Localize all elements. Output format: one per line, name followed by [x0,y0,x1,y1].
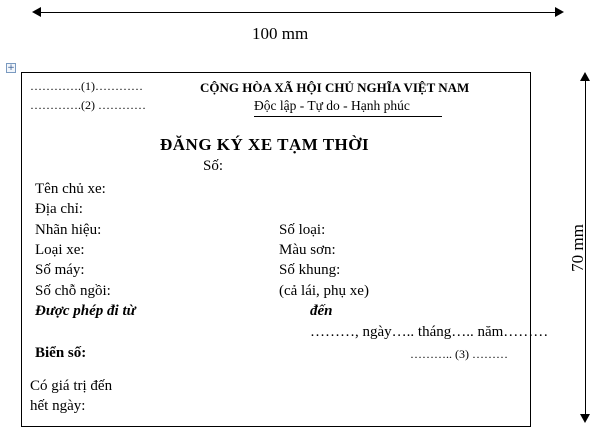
engine-number-label: Số máy: [35,262,85,278]
width-dimension-label: 100 mm [252,24,309,43]
plate-label: Biển số: [35,345,87,361]
registration-form-box [21,72,531,427]
valid-until-day-label: hết ngày: [30,398,86,414]
seats-label: Số chỗ ngồi: [35,283,111,299]
brand-label: Nhãn hiệu: [35,222,102,238]
allowed-from-label: Được phép đi từ [35,303,136,319]
arrow-up-icon [580,72,590,81]
header-field-1: ………….(1)………… [30,79,143,93]
model-number-label: Số loại: [279,222,326,238]
arrow-down-icon [580,414,590,423]
arrow-left-icon [32,7,41,17]
chassis-number-label: Số khung: [279,262,341,278]
width-dimension-line [40,12,555,13]
paint-color-label: Màu sơn: [279,242,336,258]
form-title: ĐĂNG KÝ XE TẠM THỜI [160,135,370,154]
owner-label: Tên chủ xe: [35,181,106,197]
motto-heading: Độc lập - Tự do - Hạnh phúc [254,98,410,113]
valid-until-label: Có giá trị đến [30,378,113,394]
seats-note: (cả lái, phụ xe) [279,283,369,299]
form-number-label: Số: [203,158,224,174]
to-label: đến [310,303,333,319]
date-line: ………, ngày….. tháng….. năm……… [310,324,549,340]
republic-heading: CỘNG HÒA XÃ HỘI CHỦ NGHĨA VIỆT NAM [200,80,470,95]
motto-underline [254,116,442,117]
vehicle-type-label: Loại xe: [35,242,85,258]
arrow-right-icon [555,7,564,17]
header-field-2: ………….(2) ………… [30,98,146,112]
address-label: Địa chỉ: [35,201,83,217]
signature-line: ……….. (3) ……… [410,347,508,361]
move-handle-icon[interactable]: + [7,63,15,73]
height-dimension-label: 70 mm [568,224,587,272]
